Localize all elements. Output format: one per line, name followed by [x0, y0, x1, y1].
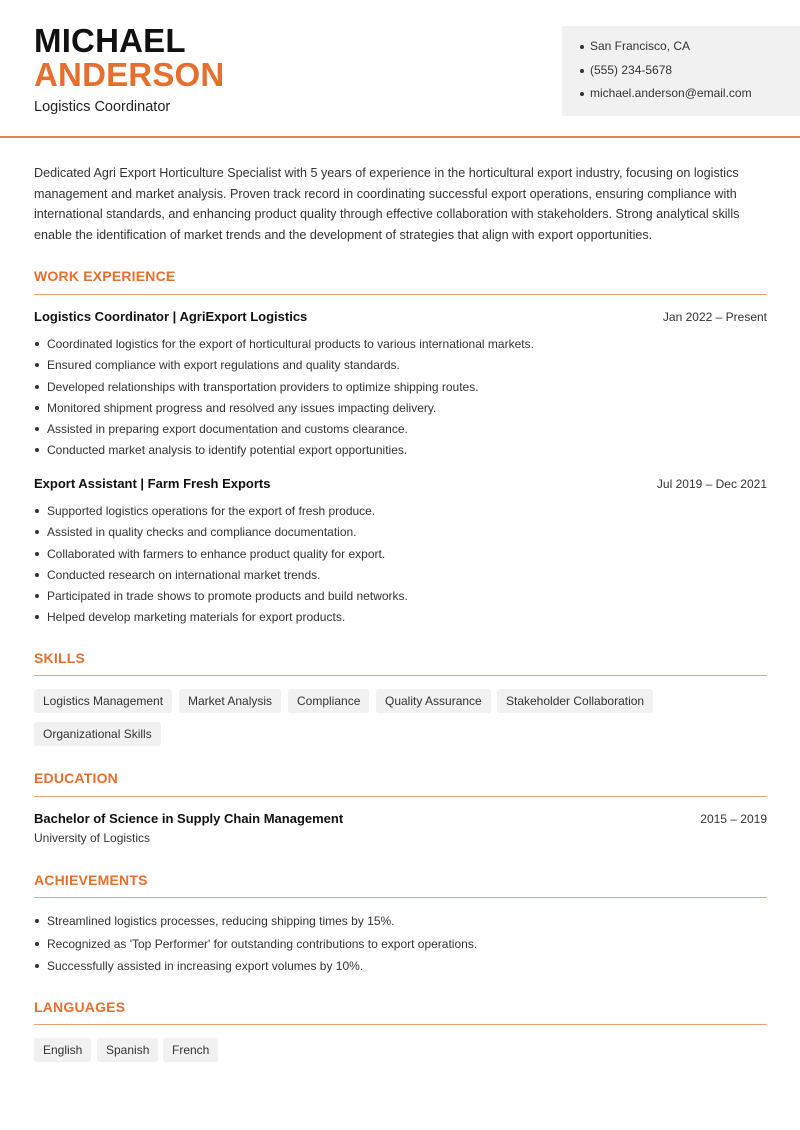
job-bullet: Ensured compliance with export regulations and quality standards. — [34, 357, 767, 378]
education-dates: 2015 – 2019 — [700, 812, 767, 826]
job-bullet: Coordinated logistics for the export of horticultural products to various international markets. — [34, 336, 767, 357]
job-bullet: Monitored shipment progress and resolved any issues impacting delivery. — [34, 400, 767, 421]
languages-heading: LANGUAGES — [34, 999, 126, 1015]
language-tag: English — [34, 1038, 91, 1062]
achievement-item: Recognized as 'Top Performer' for outstanding contributions to export operations. — [34, 936, 767, 959]
job-bullet: Supported logistics operations for the export of fresh produce. — [34, 503, 767, 524]
skill-tag: Compliance — [288, 689, 369, 713]
job-bullet: Conducted research on international market trends. — [34, 567, 767, 588]
job-bullet: Conducted market analysis to identify potential export opportunities. — [34, 442, 767, 463]
job-bullet: Participated in trade shows to promote products and build networks. — [34, 588, 767, 609]
job-bullet: Collaborated with farmers to enhance product quality for export. — [34, 546, 767, 567]
section-divider — [34, 675, 767, 676]
job-role: Logistics Coordinator | AgriExport Logistics — [34, 309, 308, 324]
section-divider — [34, 897, 767, 898]
job-bullets — [34, 336, 767, 464]
job-dates: Jan 2022 – Present — [662, 310, 767, 324]
job-bullets — [34, 503, 767, 631]
education-degree: Bachelor of Science in Supply Chain Management — [34, 811, 344, 826]
education-school: University of Logistics — [34, 831, 151, 845]
job-title: Logistics Coordinator — [34, 99, 171, 115]
language-tag: Spanish — [97, 1038, 158, 1062]
job-dates: Jul 2019 – Dec 2021 — [656, 477, 767, 491]
skill-tag: Quality Assurance — [376, 689, 491, 713]
achievements-heading: ACHIEVEMENTS — [34, 872, 148, 888]
first-name: MICHAEL — [34, 22, 186, 59]
achievement-item: Streamlined logistics processes, reducing shipping times by 15%. — [34, 913, 767, 936]
section-divider — [34, 1024, 767, 1025]
skill-tag: Organizational Skills — [34, 722, 161, 746]
contact-location: San Francisco, CA — [580, 38, 800, 62]
last-name: ANDERSON — [34, 56, 225, 93]
job-bullet: Developed relationships with transportation providers to optimize shipping routes. — [34, 379, 767, 400]
section-divider — [34, 796, 767, 797]
achievement-item: Successfully assisted in increasing export volumes by 10%. — [34, 958, 767, 981]
skills-heading: SKILLS — [34, 650, 85, 666]
job-bullet: Assisted in quality checks and compliance documentation. — [34, 524, 767, 545]
skill-tag: Logistics Management — [34, 689, 172, 713]
job-bullet: Assisted in preparing export documentation and customs clearance. — [34, 421, 767, 442]
education-heading: EDUCATION — [34, 770, 118, 786]
professional-summary: Dedicated Agri Export Horticulture Specialist with 5 years of experience in the horticultural export industry, focusing on logistics management and market analysis. Proven track record in coordinating successful export operations, ensuring compliance with international standards, and enhancing product quality through effective collaboration with stakeholders. Strong analytical skills enable the identification of market trends and the development of strategies that align with export opportunities. — [34, 166, 740, 242]
work-experience-heading: WORK EXPERIENCE — [34, 268, 176, 284]
contact-box — [562, 26, 800, 116]
skill-tag: Market Analysis — [179, 689, 281, 713]
job-role: Export Assistant | Farm Fresh Exports — [34, 476, 271, 491]
contact-phone: (555) 234-5678 — [580, 62, 800, 86]
job-header — [34, 476, 767, 496]
contact-email[interactable]: michael.anderson@email.com — [580, 85, 800, 109]
job-bullet: Helped develop marketing materials for export products. — [34, 609, 767, 630]
achievement-bullets — [34, 913, 767, 981]
skill-tag: Stakeholder Collaboration — [497, 689, 653, 713]
language-tag: French — [163, 1038, 218, 1062]
job-header — [34, 309, 767, 329]
resume-header — [0, 0, 800, 138]
section-divider — [34, 294, 767, 295]
